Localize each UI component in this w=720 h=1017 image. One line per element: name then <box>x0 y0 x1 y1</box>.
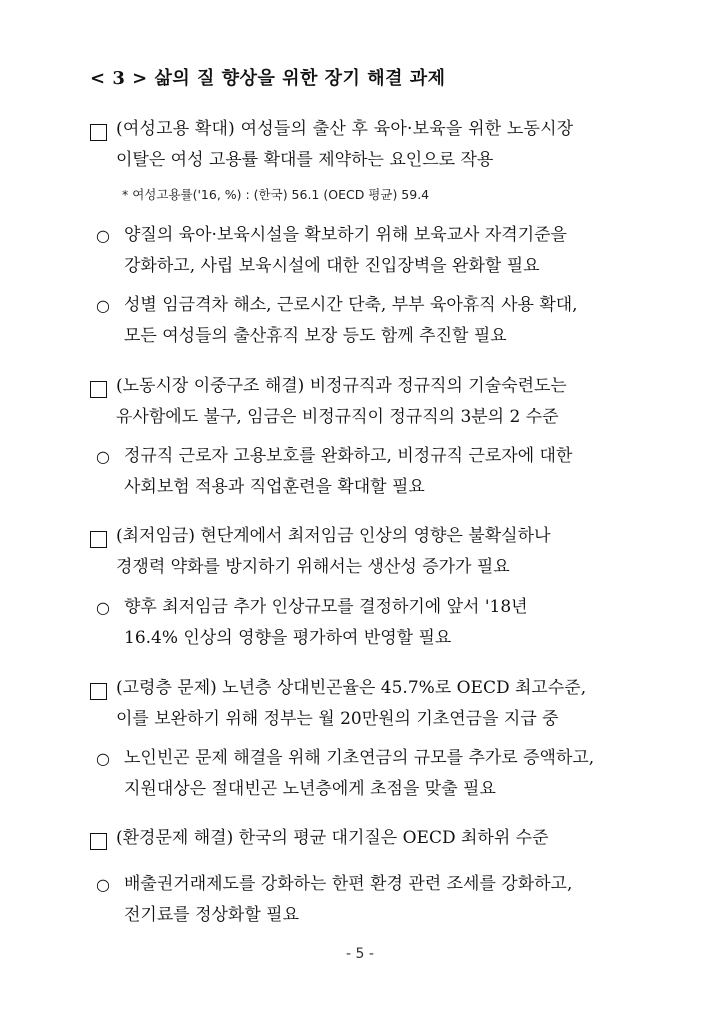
box-bullet-icon <box>90 124 107 141</box>
text-line: 정규직 근로자 고용보호를 완화하고, 비정규직 근로자에 대한 <box>124 446 573 466</box>
text-line: 16.4% 인상의 영향을 평가하여 반영할 필요 <box>124 628 452 648</box>
circle-bullet-icon: ○ <box>96 749 110 768</box>
box-bullet-icon <box>90 381 107 398</box>
text-line: 모든 여성들의 출산휴직 보장 등도 함께 추진할 필요 <box>124 326 507 346</box>
text-line: 강화하고, 사립 보육시설에 대한 진입장벽을 완화할 필요 <box>124 256 540 276</box>
text-line: 이탈은 여성 고용률 확대를 제약하는 요인으로 작용 <box>116 150 494 170</box>
page-number: - 5 - <box>346 946 374 962</box>
circle-bullet-icon: ○ <box>96 447 110 466</box>
circle-bullet-icon: ○ <box>96 296 110 315</box>
text-line: 경쟁력 약화를 방지하기 위해서는 생산성 증가가 필요 <box>116 557 510 577</box>
text-line: 이를 보완하기 위해 정부는 월 20만원의 기초연금을 지급 중 <box>116 709 559 729</box>
text-line: (노동시장 이중구조 해결) 비정규직과 정규직의 기술숙련도는 <box>116 376 567 396</box>
text-line: 지원대상은 절대빈곤 노년층에게 초점을 맞출 필요 <box>124 779 496 799</box>
text-line: (환경문제 해결) 한국의 평균 대기질은 OECD 최하위 수준 <box>116 828 549 848</box>
text-line: 성별 임금격차 해소, 근로시간 단축, 부부 육아휴직 사용 확대, <box>124 295 578 315</box>
text-line: (최저임금) 현단계에서 최저임금 인상의 영향은 불확실하나 <box>116 526 551 546</box>
section-title: < 3 > 삶의 질 향상을 위한 장기 해결 과제 <box>90 68 446 89</box>
text-line: (여성고용 확대) 여성들의 출산 후 육아·보육을 위한 노동시장 <box>116 119 574 139</box>
text-line: 양질의 육아·보육시설을 확보하기 위해 보육교사 자격기준을 <box>124 225 567 245</box>
circle-bullet-icon: ○ <box>96 226 110 245</box>
text-line: 유사함에도 불구, 임금은 비정규직이 정규직의 3분의 2 수준 <box>116 407 559 427</box>
text-line: 전기료를 정상화할 필요 <box>124 905 300 925</box>
text-line: 노인빈곤 문제 해결을 위해 기초연금의 규모를 추가로 증액하고, <box>124 748 595 768</box>
circle-bullet-icon: ○ <box>96 875 110 894</box>
text-line: 향후 최저임금 추가 인상규모를 결정하기에 앞서 '18년 <box>124 597 528 617</box>
box-bullet-icon <box>90 833 107 850</box>
circle-bullet-icon: ○ <box>96 598 110 617</box>
text-line: (고령층 문제) 노년층 상대빈곤율은 45.7%로 OECD 최고수준, <box>116 678 587 698</box>
text-line: 배출권거래제도를 강화하는 한편 환경 관련 조세를 강화하고, <box>124 874 573 894</box>
text-line: 사회보험 적용과 직업훈련을 확대할 필요 <box>124 477 425 497</box>
box-bullet-icon <box>90 683 107 700</box>
box-bullet-icon <box>90 531 107 548</box>
footnote-employment-rate: * 여성고용률('16, %) : (한국) 56.1 (OECD 평균) 59.4 <box>122 187 430 202</box>
